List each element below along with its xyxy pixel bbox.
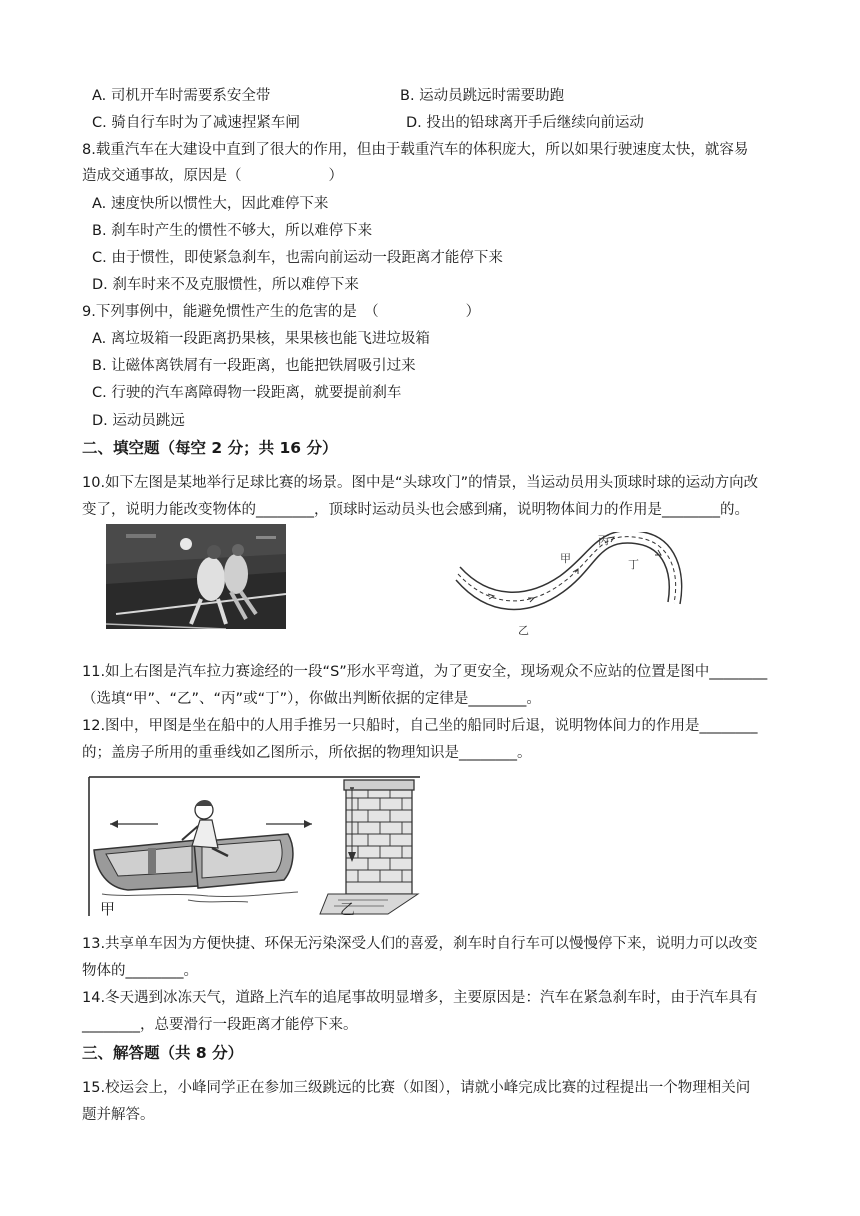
q7-option-d: D. 投出的铅球离开手后继续向前运动 bbox=[406, 115, 644, 131]
q8-stem-line2: 造成交通事故，原因是（ ） bbox=[82, 168, 343, 184]
q8-option-d: D. 刹车时来不及克服惯性，所以难停下来 bbox=[92, 277, 359, 293]
q8-option-a: A. 速度快所以惯性大，因此难停下来 bbox=[92, 196, 329, 212]
label-yi: 乙 bbox=[340, 900, 356, 916]
q7-option-b: B. 运动员跳远时需要助跑 bbox=[400, 88, 565, 104]
section3-heading: 三、解答题（共 8 分） bbox=[82, 1044, 244, 1062]
s-road-diagram bbox=[448, 532, 688, 640]
q8-stem-line1: 8.载重汽车在大建设中直到了很大的作用，但由于载重汽车的体积庞大，所以如果行驶速度太快，就容易 bbox=[82, 142, 749, 158]
label-jia-road: 甲 bbox=[560, 552, 571, 565]
q10-line1: 10.如下左图是某地举行足球比赛的场景。图中是“头球攻门”的情景，当运动员用头顶球时球的运动方向改 bbox=[82, 475, 759, 491]
label-yi-road: 乙 bbox=[518, 624, 529, 637]
q8-option-c: C. 由于惯性，即使紧急刹车，也需向前运动一段距离才能停下来 bbox=[92, 250, 503, 266]
q9-stem: 9.下列事例中，能避免惯性产生的危害的是 （ ） bbox=[82, 304, 481, 320]
right-arrow-icon bbox=[266, 820, 312, 828]
q9-option-c: C. 行驶的汽车离障碍物一段距离，就要提前刹车 bbox=[92, 385, 402, 401]
brick-wall bbox=[320, 780, 418, 914]
q13-line2: 物体的________。 bbox=[82, 963, 198, 979]
q15-line1: 15.校运会上，小峰同学正在参加三级跳远的比赛（如图），请就小峰完成比赛的过程提出一个物理相关问 bbox=[82, 1080, 751, 1096]
boats-and-plumb-figure bbox=[88, 776, 420, 916]
q14-line2: ________，总要滑行一段距离才能停下来。 bbox=[82, 1017, 358, 1033]
q11-line2: （选填“甲”、“乙”、“丙”或“丁”），你做出判断依据的定律是________。 bbox=[82, 691, 541, 707]
label-jia: 甲 bbox=[100, 900, 116, 916]
section2-heading: 二、填空题（每空 2 分；共 16 分） bbox=[82, 439, 338, 457]
q12-line1: 12.图中，甲图是坐在船中的人用手推另一只船时，自己坐的船同时后退，说明物体间力的作用是________ bbox=[82, 718, 758, 734]
q14-line1: 14.冬天遇到冰冻天气，道路上汽车的追尾事故明显增多，主要原因是：汽车在紧急刹车时，由于汽车具有 bbox=[82, 990, 758, 1006]
soccer-photo bbox=[106, 524, 286, 629]
q15-line2: 题并解答。 bbox=[82, 1107, 155, 1123]
left-arrow-icon bbox=[110, 820, 158, 828]
q10-line2: 变了，说明力能改变物体的________，顶球时运动员头也会感到痛，说明物体间力的作用是________的。 bbox=[82, 502, 749, 518]
q7-option-a: A. 司机开车时需要系安全带 bbox=[92, 88, 271, 104]
q9-option-d: D. 运动员跳远 bbox=[92, 413, 185, 429]
q13-line1: 13.共享单车因为方便快捷、环保无污染深受人们的喜爱，刹车时自行车可以慢慢停下来，说明力可以改变 bbox=[82, 936, 758, 952]
label-ding: 丁 bbox=[628, 558, 639, 571]
q9-option-b: B. 让磁体离铁屑有一段距离，也能把铁屑吸引过来 bbox=[92, 358, 416, 374]
q9-option-a: A. 离垃圾箱一段距离扔果核，果果核也能飞进垃圾箱 bbox=[92, 331, 430, 347]
q7-option-c: C. 骑自行车时为了减速捏紧车闸 bbox=[92, 115, 300, 131]
q12-line2: 的；盖房子所用的重垂线如乙图所示，所依据的物理知识是________。 bbox=[82, 745, 532, 761]
q8-option-b: B. 刹车时产生的惯性不够大，所以难停下来 bbox=[92, 223, 373, 239]
q11-line1: 11.如上右图是汽车拉力赛途经的一段“S”形水平弯道，为了更安全，现场观众不应站的位置是图中________ bbox=[82, 664, 768, 680]
label-bing: 丙 bbox=[598, 534, 609, 547]
